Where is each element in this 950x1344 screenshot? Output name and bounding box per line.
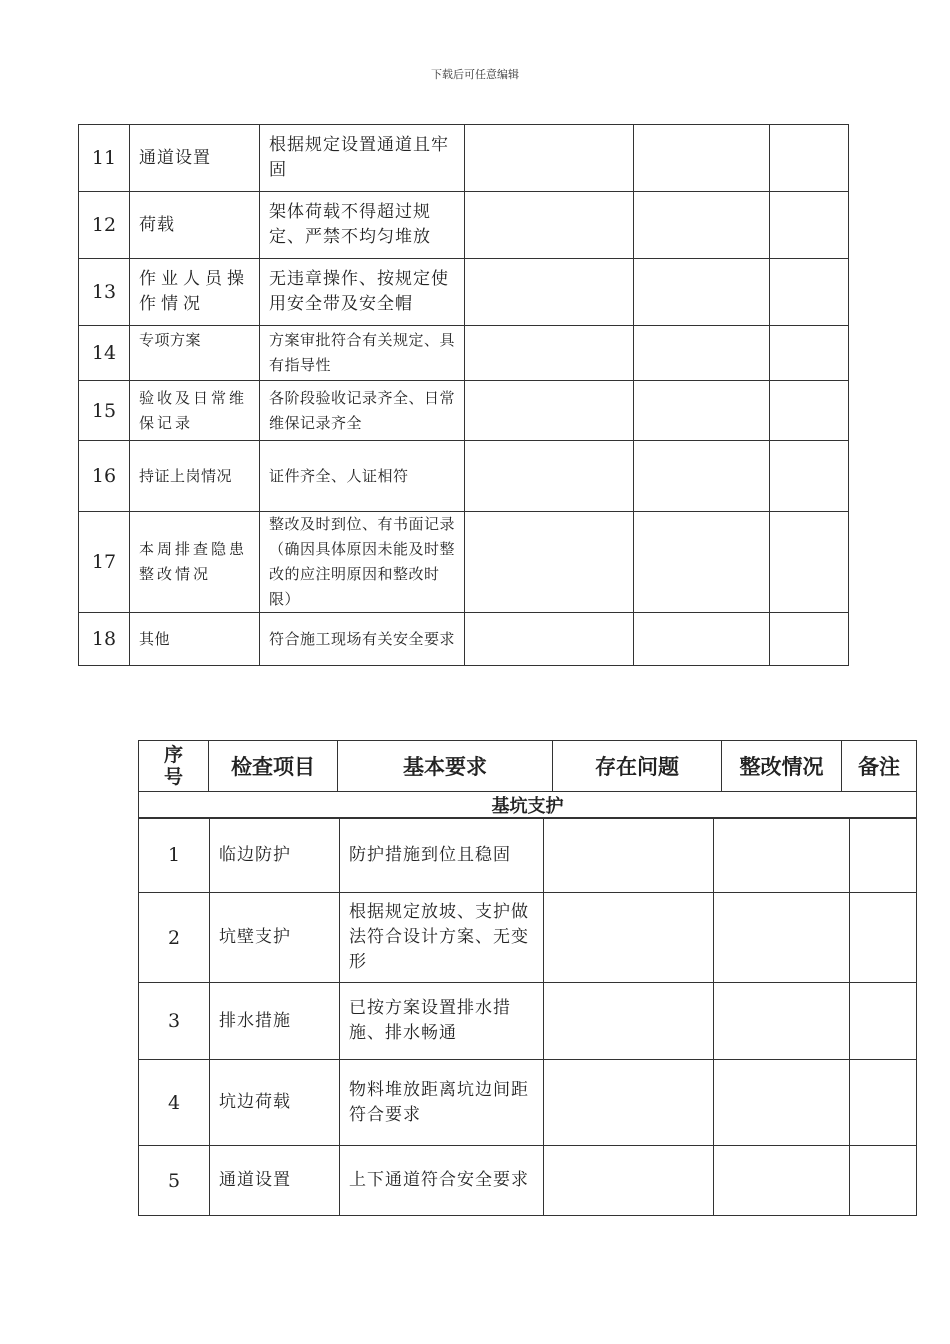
check-item: 通道设置 — [130, 125, 260, 192]
table-row — [79, 381, 849, 441]
problem-cell[interactable] — [465, 512, 634, 613]
header-row — [139, 741, 917, 792]
problem-cell[interactable] — [544, 1060, 714, 1146]
problem-cell[interactable] — [465, 441, 634, 512]
row-number: 13 — [79, 259, 130, 326]
row-number: 11 — [79, 125, 130, 192]
table-row — [79, 125, 849, 192]
requirement: 无违章操作、按规定使用安全带及安全帽 — [260, 259, 465, 326]
rectification-cell[interactable] — [634, 441, 770, 512]
problem-cell[interactable] — [544, 1146, 714, 1216]
remark-cell[interactable] — [770, 613, 849, 666]
requirement: 架体荷载不得超过规定、严禁不均匀堆放 — [260, 192, 465, 259]
remark-cell[interactable] — [850, 893, 917, 983]
requirement: 各阶段验收记录齐全、日常维保记录齐全 — [260, 381, 465, 441]
row-number: 16 — [79, 441, 130, 512]
check-item: 排水措施 — [210, 983, 340, 1060]
requirement: 上下通道符合安全要求 — [340, 1146, 544, 1216]
remark-cell[interactable] — [850, 1060, 917, 1146]
row-number: 15 — [79, 381, 130, 441]
row-number: 14 — [79, 326, 130, 381]
header-remark: 备注 — [842, 741, 917, 792]
rectification-cell[interactable] — [714, 1146, 850, 1216]
section-row — [139, 792, 917, 819]
requirement: 符合施工现场有关安全要求 — [260, 613, 465, 666]
rectification-cell[interactable] — [714, 893, 850, 983]
check-item: 作业人员操作情况 — [130, 259, 260, 326]
table-row — [79, 613, 849, 666]
table-row — [79, 259, 849, 326]
row-number: 12 — [79, 192, 130, 259]
rectification-cell[interactable] — [714, 983, 850, 1060]
check-item: 荷载 — [130, 192, 260, 259]
check-item: 验收及日常维保记录 — [130, 381, 260, 441]
header-requirement: 基本要求 — [338, 741, 553, 792]
rectification-cell[interactable] — [634, 613, 770, 666]
section-title: 基坑支护 — [139, 792, 917, 819]
header-check-item: 检查项目 — [209, 741, 338, 792]
header-note: 下载后可任意编辑 — [431, 68, 519, 81]
requirement: 证件齐全、人证相符 — [260, 441, 465, 512]
problem-cell[interactable] — [465, 192, 634, 259]
row-number: 3 — [139, 983, 210, 1060]
rectification-cell[interactable] — [634, 326, 770, 381]
row-number: 17 — [79, 512, 130, 613]
remark-cell[interactable] — [770, 441, 849, 512]
requirement: 根据规定设置通道且牢固 — [260, 125, 465, 192]
remark-cell[interactable] — [770, 381, 849, 441]
requirement: 防护措施到位且稳固 — [340, 818, 544, 893]
row-number: 5 — [139, 1146, 210, 1216]
check-item: 通道设置 — [210, 1146, 340, 1216]
rectification-cell[interactable] — [634, 381, 770, 441]
problem-cell[interactable] — [544, 893, 714, 983]
check-item: 持证上岗情况 — [130, 441, 260, 512]
table-row — [139, 818, 917, 893]
table-row — [79, 326, 849, 381]
table-row — [139, 983, 917, 1060]
table-row — [139, 893, 917, 983]
remark-cell[interactable] — [770, 512, 849, 613]
problem-cell[interactable] — [465, 125, 634, 192]
problem-cell[interactable] — [544, 983, 714, 1060]
remark-cell[interactable] — [770, 192, 849, 259]
remark-cell[interactable] — [850, 1146, 917, 1216]
pit-support-table — [138, 817, 917, 1216]
requirement: 整改及时到位、有书面记录（确因具体原因未能及时整改的应注明原因和整改时限） — [260, 512, 465, 613]
row-number: 1 — [139, 818, 210, 893]
check-item: 坑壁支护 — [210, 893, 340, 983]
problem-cell[interactable] — [465, 613, 634, 666]
problem-cell[interactable] — [465, 326, 634, 381]
rectification-cell[interactable] — [634, 512, 770, 613]
header-rectification: 整改情况 — [722, 741, 842, 792]
problem-cell[interactable] — [465, 259, 634, 326]
remark-cell[interactable] — [770, 125, 849, 192]
problem-cell[interactable] — [544, 818, 714, 893]
header-problem: 存在问题 — [553, 741, 722, 792]
table-row — [79, 192, 849, 259]
requirement: 方案审批符合有关规定、具有指导性 — [260, 326, 465, 381]
requirement: 已按方案设置排水措施、排水畅通 — [340, 983, 544, 1060]
check-item: 专项方案 — [130, 326, 260, 381]
rectification-cell[interactable] — [714, 1060, 850, 1146]
rectification-cell[interactable] — [634, 259, 770, 326]
check-item: 其他 — [130, 613, 260, 666]
problem-cell[interactable] — [465, 381, 634, 441]
rectification-cell[interactable] — [634, 192, 770, 259]
inspection-table-continued — [78, 124, 849, 666]
table-row — [139, 1060, 917, 1146]
check-item: 坑边荷载 — [210, 1060, 340, 1146]
row-number: 18 — [79, 613, 130, 666]
remark-cell[interactable] — [850, 818, 917, 893]
table-row — [139, 1146, 917, 1216]
remark-cell[interactable] — [770, 326, 849, 381]
rectification-cell[interactable] — [714, 818, 850, 893]
check-item: 临边防护 — [210, 818, 340, 893]
requirement: 根据规定放坡、支护做法符合设计方案、无变形 — [340, 893, 544, 983]
remark-cell[interactable] — [850, 983, 917, 1060]
header-seq: 序号 — [139, 741, 209, 792]
row-number: 2 — [139, 893, 210, 983]
check-item: 本周排查隐患整改情况 — [130, 512, 260, 613]
pit-support-table-header — [138, 740, 917, 819]
remark-cell[interactable] — [770, 259, 849, 326]
rectification-cell[interactable] — [634, 125, 770, 192]
table-row — [79, 512, 849, 613]
row-number: 4 — [139, 1060, 210, 1146]
table-row — [79, 441, 849, 512]
requirement: 物料堆放距离坑边间距符合要求 — [340, 1060, 544, 1146]
